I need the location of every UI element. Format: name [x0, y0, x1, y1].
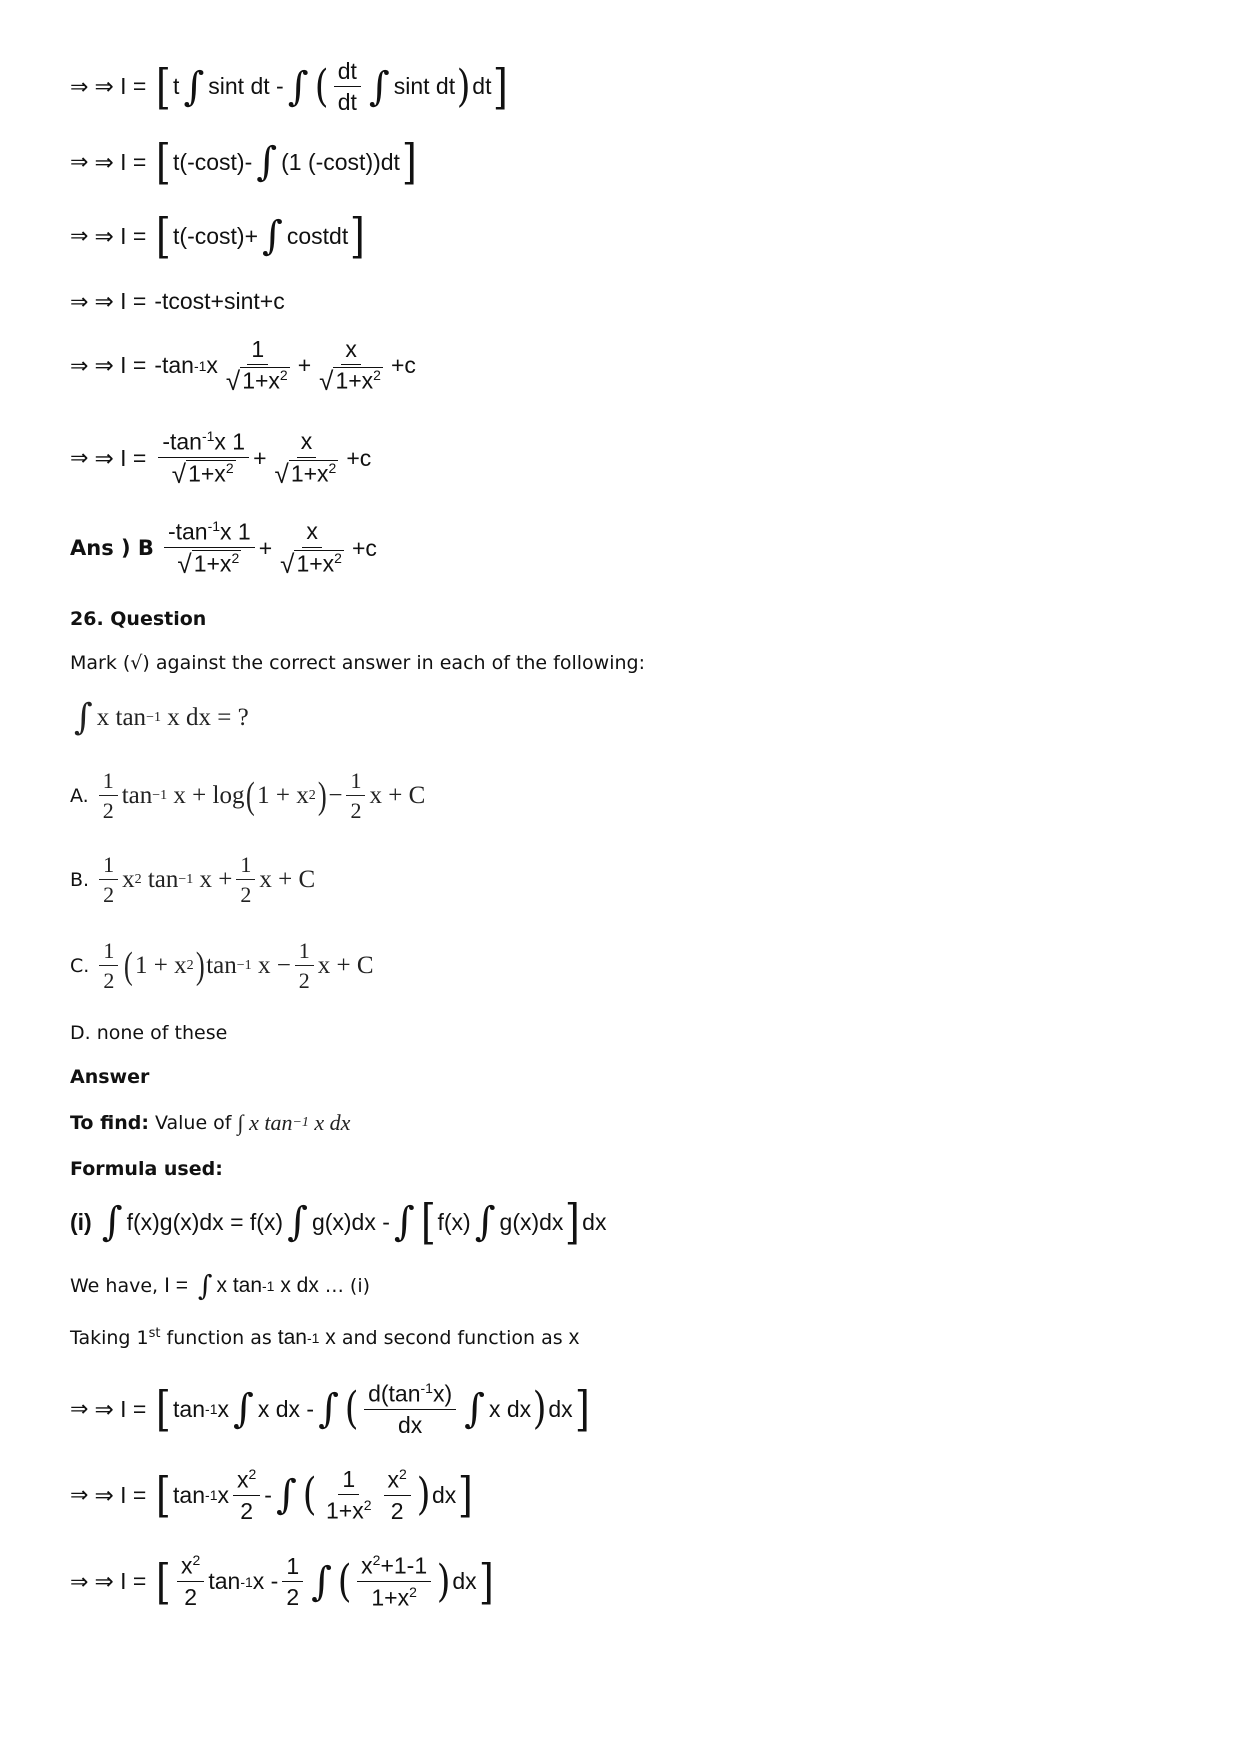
answer-heading: Answer	[70, 1066, 150, 1088]
step-line-1: ⇒ ⇒ I = [ t ∫ sint dt - ∫ ( $\frac{dt}{dt}$ ∫ sint dt ) dt ]	[70, 58, 509, 116]
we-have-line: We have, I = ∫ x tan -1 x dx … (i)	[70, 1269, 371, 1302]
question-title: 26. Question	[70, 608, 207, 630]
step-line-3: ⇒ ⇒ I = [ t(-cost)+ ∫ costdt ]	[70, 208, 366, 264]
solution-step-2: ⇒ ⇒ I = [ tan -1 x $\frac{x^2}{2}$ - ∫ ( $\frac{1}{1+x^2}$ $\frac{x^2}{2}$ ) dx ]	[70, 1466, 474, 1525]
formula-label: Formula used:	[70, 1158, 223, 1180]
fraction: 1 √ $1+x^2$	[225, 336, 288, 397]
lhs: ⇒ I =	[94, 73, 147, 100]
integral-sign: ∫	[183, 63, 205, 110]
fraction: $\frac{dt}{dt}$	[334, 58, 361, 116]
step-line-2: ⇒ ⇒ I = [ t(-cost)- ∫ (1 (-cost))dt ]	[70, 134, 417, 190]
integral-sign: ∫	[262, 213, 283, 259]
option-a[interactable]: A. $\frac{1}{2}$ tan −1 x + log ( 1 + x 2 ) − $\frac{1}{2}$ x + C	[70, 768, 426, 824]
step-line-4: ⇒ ⇒ I = -tcost+sint+c	[70, 288, 285, 314]
option-d[interactable]: D. none of these	[70, 1022, 228, 1044]
implies-arrow: ⇒	[70, 73, 89, 99]
option-b[interactable]: B. $\frac{1}{2}$ x 2 tan −1 x + $\frac{1}{2}$ x + C	[70, 852, 316, 908]
step-line-6: ⇒ ⇒ I = $-\tan^{-1}x$ 1 √ $1+x^2$ + x √ $1+x^2$ +c	[70, 428, 372, 490]
integral-sign: ∫	[287, 63, 309, 110]
solution-step-3: ⇒ ⇒ I = [ $\frac{x^2}{2}$ tan -1 x - $\frac{1}{2}$ ∫ ( $\frac{x^2+1-1}{1+x^2}$ ) dx ]	[70, 1552, 494, 1611]
formula-line: (i) ∫ f(x)g(x)dx = f(x) ∫ g(x)dx - ∫ [ f (x) ∫ g(x)dx ] dx	[70, 1194, 607, 1250]
answer-line: Ans ) B $-\tan^{-1}x$ 1 √ $1+x^2$ + x √ $1+x^2$ +c	[70, 518, 377, 580]
fraction: $-\tan^{-1}x$ 1 √ $1+x^2$	[158, 428, 249, 488]
fraction: x √ $1+x^2$	[319, 336, 381, 397]
solution-step-1: ⇒ ⇒ I = [ tan -1 x ∫ x dx - ∫ ( $\frac{d(\tan^{-1}x)}{dx}$ ∫ x dx ) dx ]	[70, 1380, 590, 1439]
integral-sign: ∫	[256, 139, 278, 185]
option-c[interactable]: C. $\frac{1}{2}$ ( 1 + x 2 ) tan −1 x − $\frac{1}{2}$ x + C	[70, 938, 374, 994]
step-line-5: ⇒ ⇒ I = -tan -1 x 1 √ $1+x^2$ + x √ $1+x^2$ +c	[70, 336, 416, 397]
question-integral: ∫ x tan −1 x dx = ?	[74, 697, 249, 738]
taking-line: Taking 1 $^{st}$ function as tan -1 x and second function as x	[70, 1326, 580, 1349]
fraction: x √ $1+x^2$	[274, 428, 337, 489]
fraction: x √ $1+x^2$	[280, 518, 342, 579]
question-prompt: Mark (√) against the correct answer in each of the following:	[70, 652, 645, 674]
fraction: $-\tan^{-1}x$ 1 √ $1+x^2$	[164, 518, 255, 578]
integral-sign: ∫	[368, 63, 390, 110]
to-find: To find: Value of ∫ x tan −1 x dx	[70, 1110, 351, 1135]
